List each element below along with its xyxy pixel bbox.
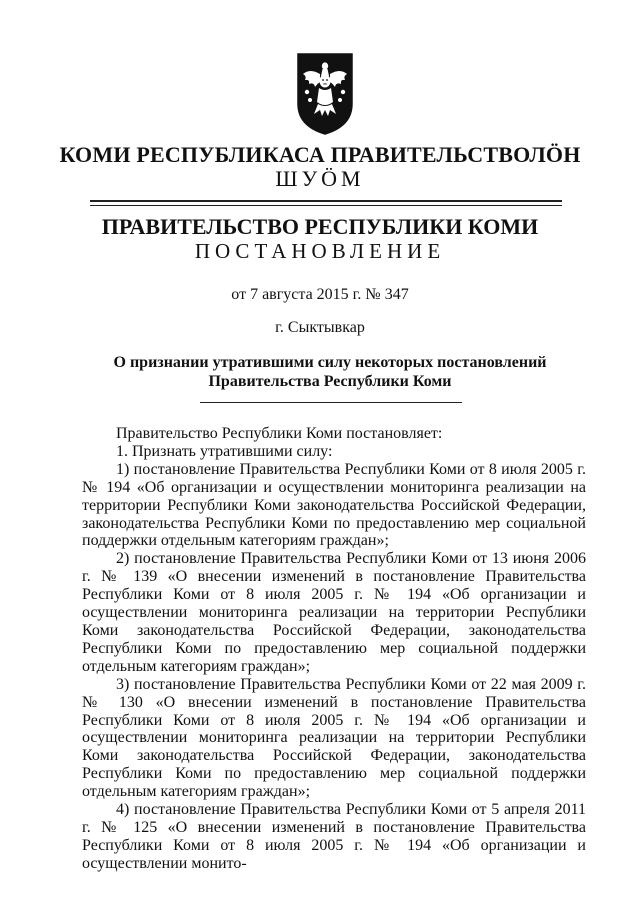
document-title-line: Правительства Республики Коми xyxy=(208,373,452,390)
body-paragraph: 2) постановление Правительства Республики Коми от 13 июня 2006 г. № 139 «О внесении изменений в постановление Правительства Республики Коми от 8 июля 2005 г. № 194 «Об организации и осуществлении мониторинга реализации на территории Республики Коми законодательства Российской Федерации, законодательства Республики Коми по предоставлению мер социальной поддержки отдельным категориям граждан»; xyxy=(82,550,586,675)
komi-coat-of-arms-icon xyxy=(296,52,354,136)
komi-government-name: КОМИ РЕСПУБЛИКАСА ПРАВИТЕЛЬСТВОЛÖН xyxy=(59,142,581,167)
title-underline xyxy=(200,402,462,403)
government-name: ПРАВИТЕЛЬСТВО РЕСПУБЛИКИ КОМИ xyxy=(101,214,539,239)
document-title-line: О признании утратившими силу некоторых постановлений xyxy=(113,354,547,371)
body-paragraph: 4) постановление Правительства Республики Коми от 5 апреля 2011 г. № 125 «О внесении изменений в постановление Правительства Республики Коми от 8 июля 2005 г. № 194 «Об организации и осуществлении монито- xyxy=(82,801,586,872)
document-city: г. Сыктывкар xyxy=(275,319,365,336)
body-paragraph: Правительство Республики Коми постановляет: xyxy=(116,425,443,442)
body-paragraph: 3) постановление Правительства Республики Коми от 22 мая 2009 г. № 130 «О внесении изменений в постановление Правительства Республики Коми от 8 июля 2005 г. № 194 «Об организации и осуществлении мониторинга реализации на территории Республики Коми законодательства Российской Федерации, законодательства Республики Коми по предоставлению мер социальной поддержки отдельным категориям граждан»; xyxy=(82,675,586,801)
document-type: ПОСТАНОВЛЕНИЕ xyxy=(194,239,446,263)
body-paragraph: 1. Признать утратившими силу: xyxy=(116,442,333,460)
document-body xyxy=(82,425,586,873)
komi-document-type: ШУÖМ xyxy=(275,166,365,191)
document-date-number: от 7 августа 2015 г. № 347 xyxy=(231,286,409,303)
header-divider-thick xyxy=(90,200,562,202)
body-paragraph: 1) постановление Правительства Республики Коми от 8 июля 2005 г. № 194 «Об организации и осуществлении мониторинга реализации на территории Республики Коми законодательства Российской Федерации, законодательства Республики Коми по предоставлению мер социальной поддержки отдельным категориям граждан»; xyxy=(82,460,586,550)
header-divider-thin xyxy=(90,205,562,206)
document-title xyxy=(60,353,600,391)
